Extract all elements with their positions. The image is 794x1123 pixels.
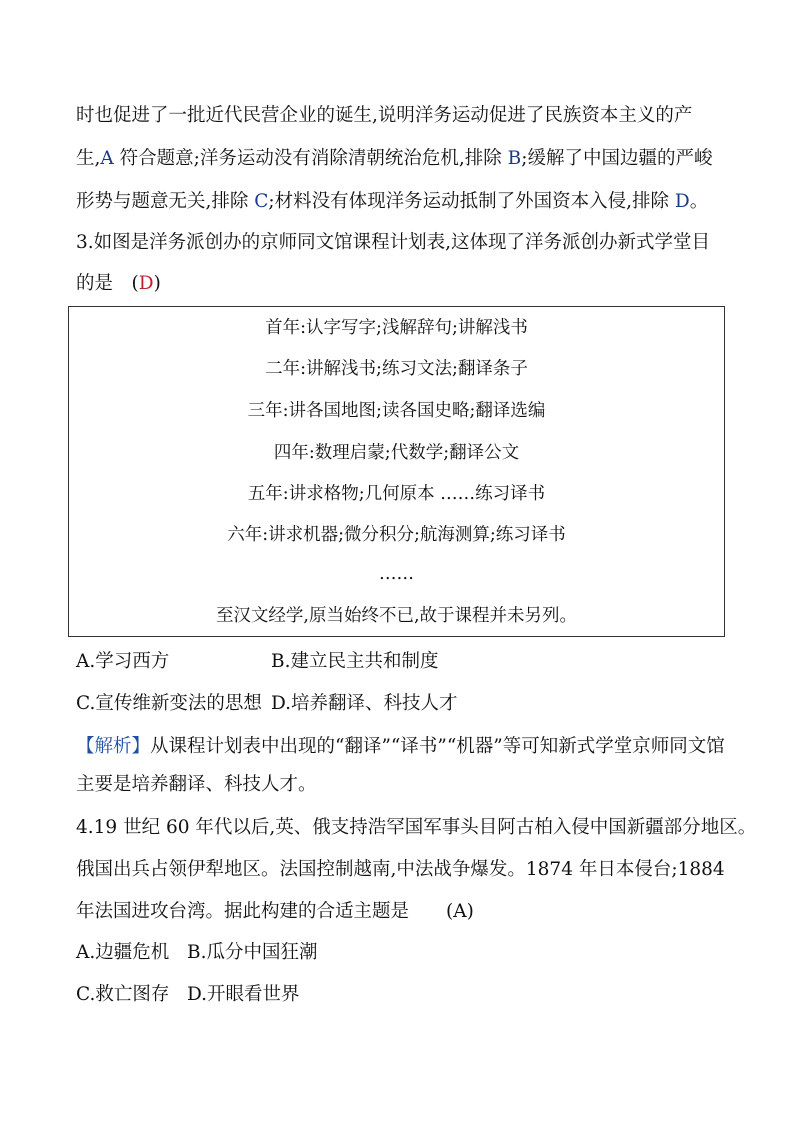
option-c: C.救亡图存 bbox=[76, 984, 170, 1005]
curriculum-row: 五年:讲求格物;几何原本 ……练习译书 bbox=[247, 484, 546, 504]
q3-analysis-line-2: 主要是培养翻译、科技人才。 bbox=[76, 774, 317, 795]
option-letter: A bbox=[100, 148, 114, 169]
curriculum-row: 至汉文经学,原当始终不已,故于课程并未另列。 bbox=[215, 606, 578, 626]
q4-options-ab bbox=[76, 941, 726, 965]
curriculum-row: 二年:讲解浅书;练习文法;翻译条子 bbox=[265, 359, 528, 379]
option-d: D.培养翻译、科技人才 bbox=[271, 693, 458, 714]
q4-stem-line-2: 俄国出兵占领伊犁地区。法国控制越南,中法战争爆发。1874 年日本侵台;1884 bbox=[76, 859, 725, 880]
text: 。 bbox=[689, 191, 709, 212]
q3-options-cd bbox=[76, 692, 726, 716]
text: 的是 ( bbox=[76, 273, 139, 294]
option-letter: B bbox=[507, 148, 522, 169]
option-letter: C bbox=[254, 191, 269, 212]
curriculum-table bbox=[68, 306, 725, 637]
option-b: B.瓜分中国狂潮 bbox=[187, 942, 318, 963]
q4-stem-line-3: 年法国进攻台湾。据此构建的合适主题是 (A) bbox=[76, 901, 474, 922]
q3-options-ab bbox=[76, 650, 726, 674]
q3-stem-line-1: 3.如图是洋务派创办的京师同文馆课程计划表,这体现了洋务派创办新式学堂目 bbox=[76, 232, 711, 253]
option-d: D.开眼看世界 bbox=[187, 984, 300, 1005]
text: 形势与题意无关,排除 bbox=[76, 191, 255, 212]
option-c: C.宣传维新变法的思想 bbox=[76, 693, 262, 714]
curriculum-row: 四年:数理启蒙;代数学;翻译公文 bbox=[273, 443, 520, 463]
q3-stem-line-2 bbox=[76, 272, 726, 296]
intro-line-1 bbox=[76, 104, 726, 128]
text: 从课程计划表中出现的“翻译”“译书”“机器”等可知新式学堂京师同文馆 bbox=[150, 736, 725, 757]
curriculum-row: 三年:讲各国地图;读各国史略;翻译选编 bbox=[247, 401, 546, 421]
intro-line-2 bbox=[76, 147, 726, 171]
analysis-label: 【解析】 bbox=[76, 736, 151, 757]
text: 时也促进了一批近代民营企业的诞生,说明洋务运动促进了民族资本主义的产 bbox=[76, 105, 693, 126]
q4-stem-line-1: 4.19 世纪 60 年代以后,英、俄支持浩罕国军事头目阿古柏入侵中国新疆部分地区。 bbox=[76, 817, 757, 838]
curriculum-row: 首年:认字写字;浅解辞句;讲解浅书 bbox=[265, 318, 528, 338]
intro-line-3 bbox=[76, 190, 726, 214]
option-letter: D bbox=[674, 191, 690, 212]
q4-options-cd bbox=[76, 983, 726, 1007]
option-a: A.学习西方 bbox=[76, 651, 170, 672]
curriculum-row: …… bbox=[379, 564, 414, 584]
option-a: A.边疆危机 bbox=[76, 942, 170, 963]
q3-analysis-line-1 bbox=[76, 735, 726, 759]
curriculum-row: 六年:讲求机器;微分积分;航海测算;练习译书 bbox=[227, 525, 566, 545]
text: ;材料没有体现洋务运动抵制了外国资本入侵,排除 bbox=[268, 191, 675, 212]
text: ;缓解了中国边疆的严峻 bbox=[521, 148, 713, 169]
text: 生, bbox=[76, 148, 101, 169]
text: ) bbox=[153, 273, 161, 294]
option-b: B.建立民主共和制度 bbox=[271, 651, 439, 672]
text: 符合题意;洋务运动没有消除清朝统治危机,排除 bbox=[113, 148, 508, 169]
answer-letter: D bbox=[138, 273, 154, 294]
